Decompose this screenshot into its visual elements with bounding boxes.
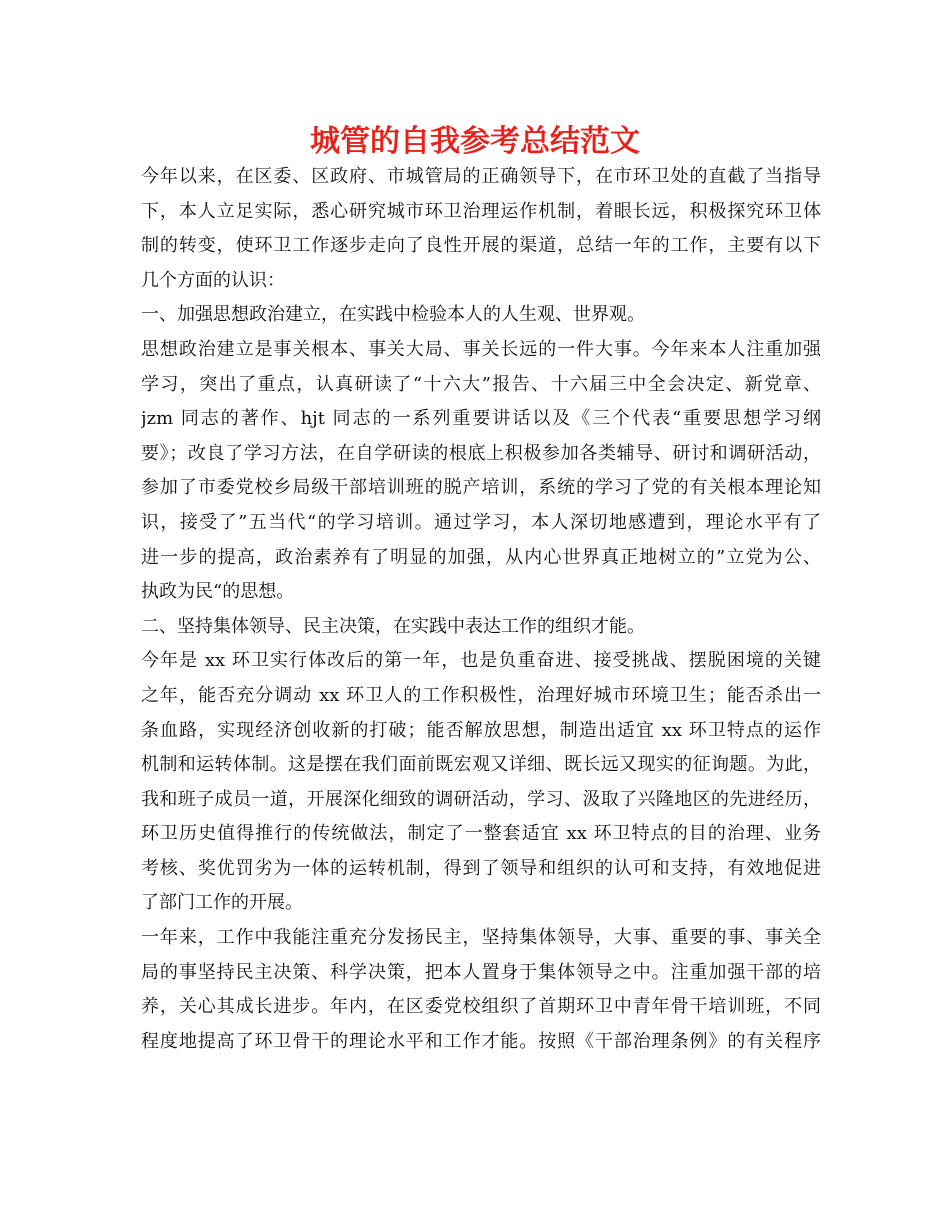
text-line: 识，接受了”五当代“的学习培训。通过学习，本人深切地感遭到，理论水平有了: [141, 511, 821, 533]
text-line: 今年以来，在区委、区政府、市城管局的正确领导下，在市环卫处的直截了当指导: [141, 166, 821, 187]
document-title: 城管的自我参考总结范文: [310, 124, 640, 159]
text-line: 考核、奖优罚劣为一体的运转机制，得到了领导和组织的认可和支持，有效地促进: [141, 857, 821, 879]
text-line: 环卫历史值得推行的传统做法，制定了一整套适宜 xx 环卫特点的目的治理、业务: [141, 823, 821, 845]
text-line: 制的转变，使环卫工作逐步走向了良性开展的渠道，总结一年的工作，主要有以下: [141, 235, 821, 257]
text-line: 思想政治建立是事关根本、事关大局、事关长远的一件大事。今年来本人注重加强: [141, 338, 821, 360]
text-line: 下，本人立足实际，悉心研究城市环卫治理运作机制，着眼长远，积极探究环卫体: [141, 200, 821, 222]
text-line: 局的事坚持民主决策、科学决策，把本人置身于集体领导之中。注重加强干部的培: [141, 961, 821, 983]
text-line: 了部门工作的开展。: [141, 892, 303, 914]
text-line: 一、加强思想政治建立，在实践中检验本人的人生观、世界观。: [141, 304, 645, 326]
document-body: [141, 160, 821, 1059]
text-line: 机制和运转体制。这是摆在我们面前既宏观又详细、既长远又现实的征询题。为此，: [141, 754, 821, 776]
text-line: jzm 同志的著作、hjt 同志的一系列重要讲话以及《三个代表“重要思想学习纲: [141, 408, 821, 430]
text-line: 条血路，实现经济创收新的打破；能否解放思想，制造出适宜 xx 环卫特点的运作: [141, 719, 821, 741]
text-line: 一年来，工作中我能注重充分发扬民主，坚持集体领导，大事、重要的事、事关全: [141, 927, 821, 949]
text-line: 几个方面的认识：: [141, 269, 285, 291]
text-line: 执政为民“的思想。: [141, 581, 295, 603]
text-line: 二、坚持集体领导、民主决策，在实践中表达工作的组织才能。: [141, 615, 645, 637]
text-line: 今年是 xx 环卫实行体改后的第一年，也是负重奋进、接受挑战、摆脱困境的关键: [141, 650, 821, 672]
text-line: 我和班子成员一道，开展深化细致的调研活动，学习、汲取了兴隆地区的先进经历，: [141, 788, 821, 810]
text-line: 之年，能否充分调动 xx 环卫人的工作积极性，治理好城市环境卫生；能否杀出一: [141, 684, 821, 706]
text-line: 程度地提高了环卫骨干的理论水平和工作才能。按照《干部治理条例》的有关程序: [141, 1030, 821, 1052]
text-line: 学习，突出了重点，认真研读了“十六大”报告、十六届三中全会决定、新党章、: [141, 373, 821, 395]
text-line: 要》；改良了学习方法，在自学研读的根底上积极参加各类辅导、研讨和调研活动，: [141, 442, 821, 464]
text-line: 进一步的提高，政治素养有了明显的加强，从内心世界真正地树立的”立党为公、: [141, 546, 821, 568]
text-line: 养，关心其成长进步。年内，在区委党校组织了首期环卫中青年骨干培训班，不同: [141, 996, 821, 1018]
text-line: 参加了市委党校乡局级干部培训班的脱产培训，系统的学习了党的有关根本理论知: [141, 477, 821, 499]
